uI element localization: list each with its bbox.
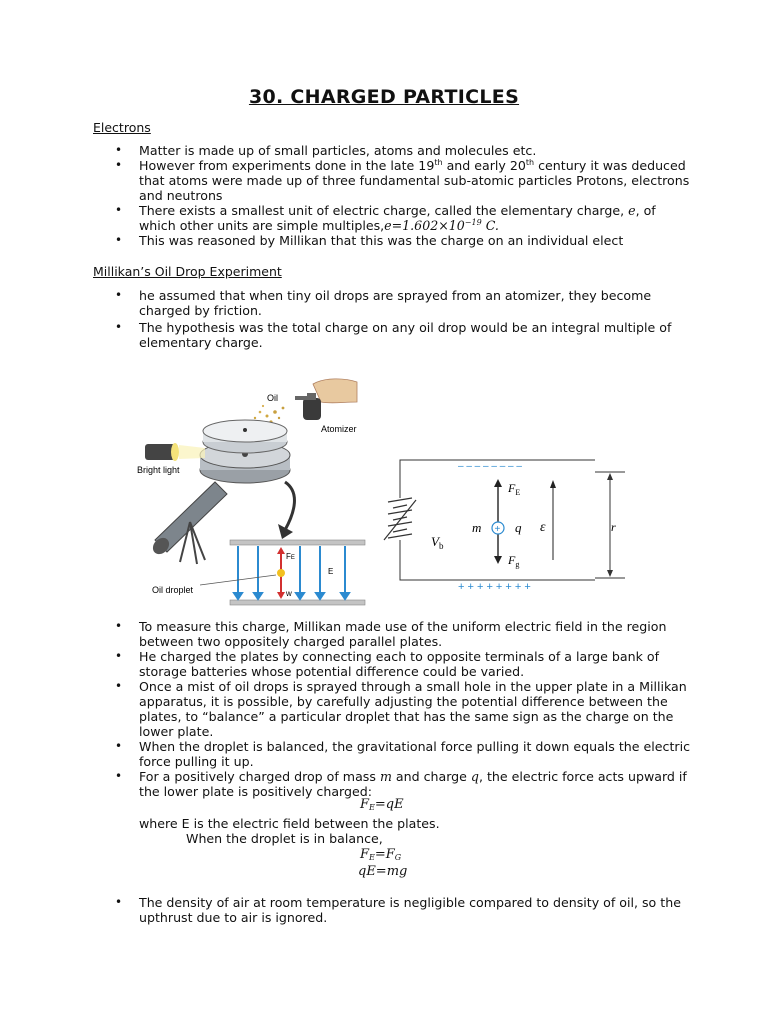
list-item-text: When the droplet is balanced, the gravitational force pulling it down equals the electric force pulling it up.: [139, 739, 691, 769]
list-item-text: he assumed that when tiny oil drops are sprayed from an atomizer, they become charged by friction.: [139, 288, 652, 318]
chamber-plates: [200, 420, 290, 483]
list-item-text: For a positively charged drop of mass: [139, 769, 380, 784]
list-item-text: , of which other units are simple multiples,: [139, 203, 656, 233]
section-heading-electrons: Electrons: [93, 120, 151, 135]
svg-text:– – – – – – – –: – – – – – – – –: [458, 461, 522, 472]
particle-plus: +: [494, 524, 501, 535]
list-item: [115, 739, 695, 769]
math-symbol: m: [379, 769, 392, 784]
label-r: r: [611, 520, 616, 534]
list-item: [115, 769, 695, 799]
list-item-text: He charged the plates by connecting each to opposite terminals of a large bank of storage batteries whose potential difference could be varied.: [139, 649, 660, 679]
equation-electric-force: $F_E=qE$: [360, 797, 404, 812]
procedure-list: [115, 619, 695, 799]
label-fg: $F_g$: [508, 553, 520, 569]
elementary-charge-formula: [384, 218, 499, 233]
where-text: where E is the electric field between the plates.: [139, 816, 440, 831]
superscript: th: [434, 158, 443, 167]
list-item-text: , the electric force acts upward if the lower plate is positively charged:: [139, 769, 687, 799]
label-field-e: E: [328, 567, 334, 576]
light-source-icon: [145, 443, 205, 461]
formula-exponent: −19: [464, 218, 482, 227]
list-item: [115, 619, 695, 649]
equation-force-balance: $F_E=F_G$: [360, 847, 402, 862]
label-fe: $F_E$: [508, 481, 521, 497]
label-epsilon: ε: [540, 520, 546, 535]
list-item-text: This was reasoned by Millikan that this was the charge on an individual elect: [139, 233, 624, 248]
battery-icon: [384, 498, 416, 540]
zoomed-plates: [200, 540, 365, 605]
electrons-list: [115, 143, 695, 248]
list-item: [115, 679, 695, 739]
millikan-list: [115, 288, 695, 350]
label-atomizer: Atomizer: [321, 424, 357, 434]
label-w: w: [286, 589, 292, 598]
list-item: [115, 143, 695, 158]
equation-qe-mg: qE=mg: [358, 864, 408, 879]
circuit-schematic: [380, 440, 615, 600]
list-item: [115, 649, 695, 679]
list-item: [115, 233, 695, 248]
list-item-text: There exists a smallest unit of electric charge, called the elementary charge,: [139, 203, 629, 218]
telescope-icon: [150, 482, 227, 564]
atomizer-icon: [295, 379, 357, 420]
superscript: th: [525, 158, 535, 167]
section-heading-millikan: Millikan’s Oil Drop Experiment: [93, 264, 282, 279]
list-item-text: To measure this charge, Millikan made use of the uniform electric field in the region between two oppositely charged parallel plates.: [139, 619, 667, 649]
negative-plate-charges: [458, 461, 522, 472]
positive-plate-charges: [458, 581, 531, 593]
label-vb: $V_b$: [431, 534, 444, 551]
list-item-text: Once a mist of oil drops is sprayed through a small hole in the upper plate in a Millikan apparatus, it is possible, by carefully adjusting the potential difference between the plates, to “balance” a particular droplet that has the same sign as the charge on the lower plate.: [139, 679, 687, 739]
final-list: [115, 895, 695, 925]
list-item: [115, 203, 695, 233]
formula-unit: C.: [481, 218, 499, 233]
label-q: q: [515, 520, 522, 535]
label-oil-droplet: Oil droplet: [152, 585, 194, 595]
list-item: [115, 320, 695, 350]
list-item-text: The hypothesis was the total charge on any oil drop would be an integral multiple of elementary charge.: [139, 320, 672, 350]
label-bright-light: Bright light: [137, 465, 180, 475]
list-item-text: and early 20: [442, 158, 526, 173]
list-item: [115, 895, 695, 925]
millikan-apparatus-illustration: [135, 372, 375, 612]
math-symbol: q: [470, 769, 479, 784]
label-m: m: [472, 520, 482, 535]
list-item-text: and charge: [391, 769, 471, 784]
balance-text: When the droplet is in balance,: [186, 831, 383, 846]
list-item-text: century it was deduced that atoms were made up of three fundamental sub-atomic particles Protons, electrons and neutrons: [139, 158, 690, 203]
list-item: [115, 288, 695, 318]
list-item: [115, 158, 695, 203]
page-title: 30. CHARGED PARTICLES: [248, 86, 520, 108]
math-symbol: e: [628, 203, 636, 218]
formula-base: e=1.602×10: [384, 218, 465, 233]
label-fe: FE: [286, 552, 295, 561]
oil-droplet-icon: [277, 569, 285, 577]
list-item-text: However from experiments done in the late 19: [139, 158, 435, 173]
list-item-text: Matter is made up of small particles, atoms and molecules etc.: [139, 143, 537, 158]
label-oil: Oil: [267, 393, 278, 403]
svg-text:+ + + + + + + +: + + + + + + + +: [458, 581, 531, 593]
list-item-text: The density of air at room temperature is negligible compared to density of oil, so the upthrust due to air is ignored.: [139, 895, 681, 925]
